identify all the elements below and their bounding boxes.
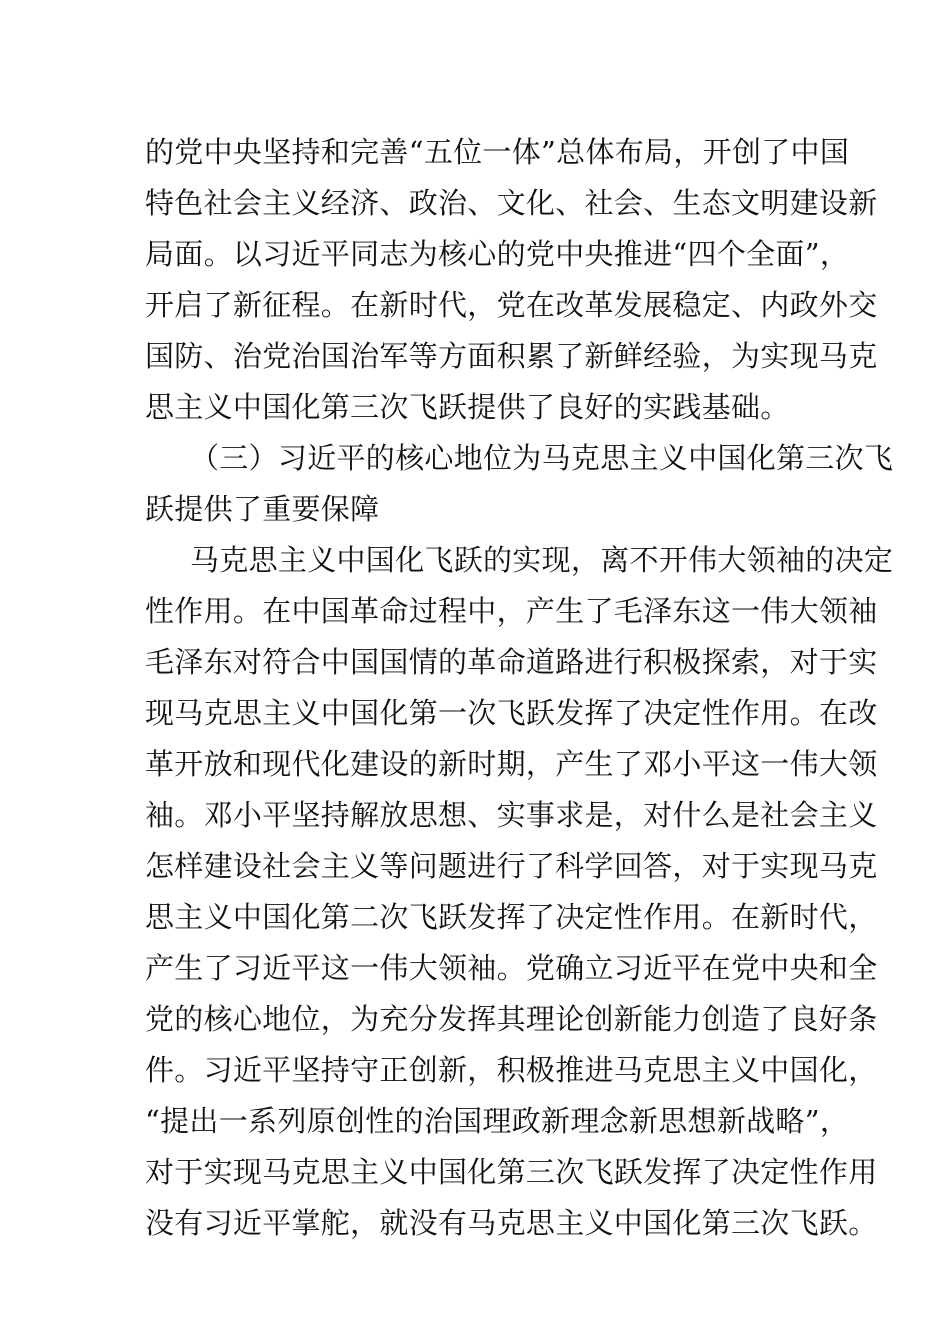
body-text-line: 革开放和现代化建设的新时期，产生了邓小平这一伟大领 <box>145 747 878 781</box>
body-text-line: 国防、治党治国治军等方面积累了新鲜经验，为实现马克 <box>145 339 878 373</box>
body-text-line: 毛泽东对符合中国国情的革命道路进行积极探索，对于实 <box>145 645 878 679</box>
section-heading-line: （三）习近平的核心地位为马克思主义中国化第三次飞 <box>190 441 894 475</box>
section-heading-line: 跃提供了重要保障 <box>145 492 380 526</box>
body-text-line: 件。习近平坚持守正创新，积极推进马克思主义中国化， <box>145 1053 878 1087</box>
body-text-line: 开启了新征程。在新时代，党在改革发展稳定、内政外交 <box>145 288 878 322</box>
body-text-line: 产生了习近平这一伟大领袖。党确立习近平在党中央和全 <box>145 951 878 985</box>
body-text-line: 马克思主义中国化飞跃的实现，离不开伟大领袖的决定 <box>190 543 894 577</box>
body-text-line: 怎样建设社会主义等问题进行了科学回答，对于实现马克 <box>145 849 878 883</box>
body-text-line: 袖。邓小平坚持解放思想、实事求是，对什么是社会主义 <box>145 798 878 832</box>
body-text-line: 思主义中国化第三次飞跃提供了良好的实践基础。 <box>145 390 790 424</box>
body-text-line: 党的核心地位，为充分发挥其理论创新能力创造了良好条 <box>145 1002 878 1036</box>
body-text-line: 没有习近平掌舵，就没有马克思主义中国化第三次飞跃。 <box>145 1206 878 1240</box>
body-text-line: 性作用。在中国革命过程中，产生了毛泽东这一伟大领袖 <box>145 594 878 628</box>
body-text-line: 现马克思主义中国化第一次飞跃发挥了决定性作用。在改 <box>145 696 878 730</box>
body-text-line: 思主义中国化第二次飞跃发挥了决定性作用。在新时代， <box>145 900 878 934</box>
body-text-line: 局面。以习近平同志为核心的党中央推进“四个全面”， <box>145 237 850 271</box>
body-text-line: 的党中央坚持和完善“五位一体”总体布局，开创了中国 <box>145 135 850 169</box>
body-text-line: 特色社会主义经济、政治、文化、社会、生态文明建设新 <box>145 186 878 220</box>
body-text-line: “提出一系列原创性的治国理政新理念新思想新战略”， <box>145 1104 850 1138</box>
body-text-line: 对于实现马克思主义中国化第三次飞跃发挥了决定性作用 <box>145 1155 878 1189</box>
